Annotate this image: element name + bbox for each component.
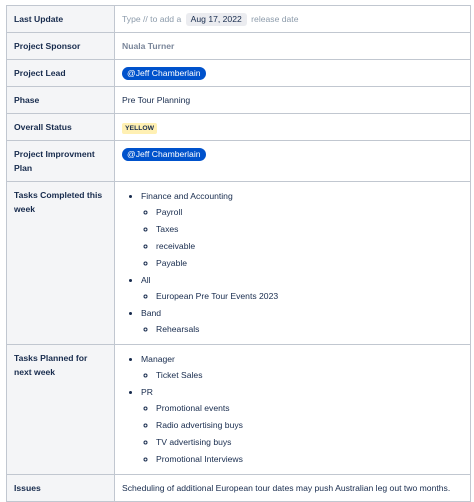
- list-item: ◦ Taxes: [156, 221, 463, 238]
- list-item-label: Band: [141, 308, 162, 318]
- completed-cell[interactable]: [115, 182, 471, 345]
- row-issues: [7, 475, 471, 502]
- list-item: ◦ Rehearsals: [156, 321, 463, 338]
- list-item: [141, 188, 463, 272]
- row-label-plan: Project Improvment Plan: [7, 141, 115, 182]
- row-label-issues: Issues: [7, 475, 115, 502]
- list-item-label: All: [141, 275, 151, 285]
- list-item: [141, 351, 463, 384]
- list-item: ◦ Ticket Sales: [156, 367, 463, 384]
- list-item: [141, 272, 463, 305]
- row-last-update: [7, 6, 471, 33]
- row-status: [7, 114, 471, 141]
- phase-cell[interactable]: [115, 87, 471, 114]
- last-update-cell[interactable]: [115, 6, 471, 33]
- completed-list: [122, 188, 463, 338]
- list-item: ◦ Payroll: [156, 204, 463, 221]
- row-planned: [7, 345, 471, 475]
- phase-value: Pre Tour Planning: [122, 95, 191, 105]
- lead-cell[interactable]: [115, 60, 471, 87]
- list-item: ◦ Payable: [156, 255, 463, 272]
- list-item: ◦ Promotional Interviews: [156, 451, 463, 468]
- list-item-label: PR: [141, 387, 153, 397]
- date-placeholder-before: Type // to add a: [122, 14, 182, 24]
- plan-mention[interactable]: @Jeff Chamberlain: [122, 148, 206, 161]
- row-label-sponsor: Project Sponsor: [7, 33, 115, 60]
- list-item: [141, 305, 463, 338]
- issues-value: Scheduling of additional European tour dates may push Australian leg out two months.: [122, 483, 451, 493]
- sponsor-name: Nuala Turner: [122, 41, 175, 51]
- row-phase: [7, 87, 471, 114]
- list-item: [141, 384, 463, 468]
- date-placeholder-after: release date: [251, 14, 299, 24]
- status-report: [6, 5, 471, 502]
- row-label-planned: Tasks Planned for next week: [7, 345, 115, 475]
- sub-list: [141, 204, 463, 272]
- plan-cell[interactable]: [115, 141, 471, 182]
- row-sponsor: [7, 33, 471, 60]
- status-cell[interactable]: [115, 114, 471, 141]
- list-item: ◦ Radio advertising buys: [156, 417, 463, 434]
- row-lead: [7, 60, 471, 87]
- issues-cell[interactable]: [115, 475, 471, 502]
- sub-list: [141, 400, 463, 468]
- list-item: ◦ Promotional events: [156, 400, 463, 417]
- status-lozenge[interactable]: YELLOW: [122, 123, 157, 134]
- status-table: [6, 5, 471, 502]
- list-item: ◦ receivable: [156, 238, 463, 255]
- row-label-lead: Project Lead: [7, 60, 115, 87]
- row-label-last-update: Last Update: [7, 6, 115, 33]
- planned-list: [122, 351, 463, 468]
- list-item-label: Finance and Accounting: [141, 191, 233, 201]
- row-label-status: Overall Status: [7, 114, 115, 141]
- list-item-label: Manager: [141, 354, 175, 364]
- list-item: ◦ TV advertising buys: [156, 434, 463, 451]
- row-completed: [7, 182, 471, 345]
- date-chip[interactable]: Aug 17, 2022: [186, 13, 247, 26]
- row-label-phase: Phase: [7, 87, 115, 114]
- list-item: ◦ European Pre Tour Events 2023: [156, 288, 463, 305]
- sponsor-cell[interactable]: [115, 33, 471, 60]
- row-plan: [7, 141, 471, 182]
- row-label-completed: Tasks Completed this week: [7, 182, 115, 345]
- sub-list: [141, 288, 463, 305]
- planned-cell[interactable]: [115, 345, 471, 475]
- lead-mention[interactable]: @Jeff Chamberlain: [122, 67, 206, 80]
- sub-list: [141, 321, 463, 338]
- sub-list: [141, 367, 463, 384]
